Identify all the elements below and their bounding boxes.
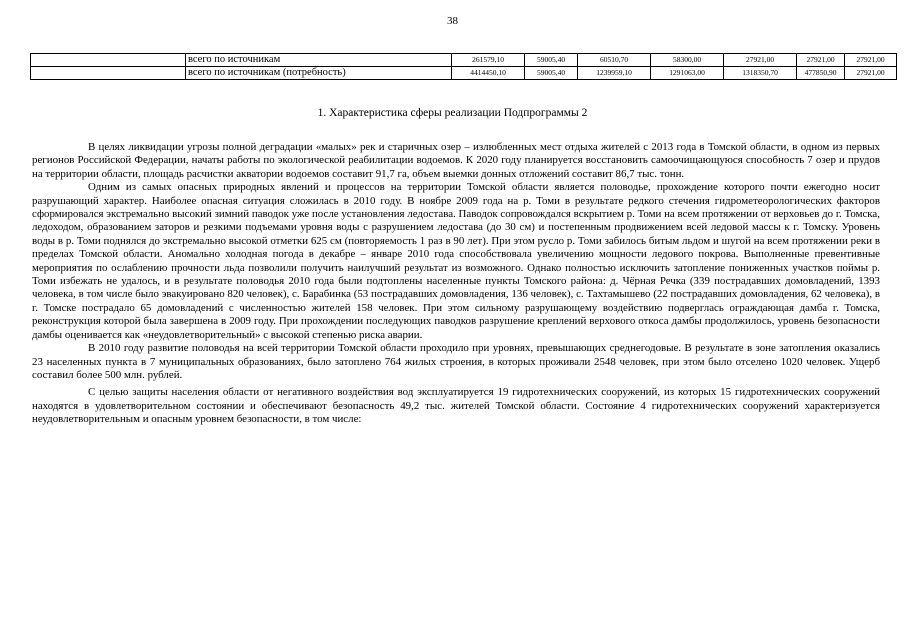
table-cell: 59005,40 <box>525 67 578 80</box>
section-heading: 1. Характеристика сферы реализации Подпрограммы 2 <box>317 107 588 119</box>
paragraph-river-rehabilitation: В целях ликвидации угрозы полной деградации «малых» рек и старичных озер – излюбленных мест отдыха жителей с 2013 года в Томской области, в одном из первых регионов Российской Федерации, начаты работы по экологической реабилитации водоемов. К 2020 году планируется восстановить самоочищающуюся способность 7 озер и прудов на территории области, площадь расчистки акватории водоемов составит 91,7 га, объем выемки донных отложений составит 86,7 тыс. тонн. <box>32 141 880 180</box>
row-label: всего по источникам (потребность) <box>186 67 452 80</box>
table-cell: 1239959,10 <box>578 67 651 80</box>
table-cell-empty <box>31 54 186 67</box>
table-cell: 60510,70 <box>578 54 651 67</box>
table-cell: 27921,00 <box>724 54 797 67</box>
table-cell: 58300,00 <box>651 54 724 67</box>
paragraph-flood-2010: Одним из самых опасных природных явлений и процессов на территории Томской области является половодье, прохождение которого почти ежегодно носит разрушающий характер. Наиболее опасная ситуация сложилась в 2010 году. В ноябре 2009 года на р. Томи в результате редкого стечения гидрометеорологических факторов сформировался экстремально высокий зимний паводок уже после установления ледостава. Паводок сопровождался вскрытием р. Томи на всем протяжении от верховьев до г. Томска, ледоходом, образованием заторов и резкими подъемами уровня воды с разрушением ледостава (до 30 см) и постепенным продвижением всей ледовой массы к г. Томску. Уровень воды в р. Томи поднялся до экстремально высокой отметки 625 см (повторяемость 1 раз в 90 лет). При этом русло р. Томи забилось битым льдом и шугой на всем протяжении реки в пределах Томской области. Аномально холодная погода в декабре – январе 2010 года способствовала увеличению мощности ледового покрова. Выполненные превентивные мероприятия по ослаблению прочности льда позволили получить наилучший результат из возможного. Однако полностью исключить затопление пониженных участков поймы р. Томи избежать не удалось, и в результате половодья 2010 года были подтоплены населенные пункты Томского района: д. Чёрная Речка (339 пострадавших домовладений, 1393 человека, в том числе было эвакуировано 820 человек), с. Барабинка (53 пострадавших домовладения, 136 человек), с. Тахтамышево (22 пострадавших домовладения, 62 человека), в г. Томске пострадало 65 домовладений с численностью жителей 158 человек. При этом сильному разрушающему воздействию подверглась ограждающая дамба г. Томска, реконструкция которой была завершена в 2009 году. При прохождении последующих паводков разрушение креплений верхового откоса дамбы продолжилось, уровень безопасности дамбы оценивается как «неудовлетворительный» с высокой степенью риска аварии. <box>32 181 880 341</box>
table-cell: 1318350,70 <box>724 67 797 80</box>
table-cell: 477850,90 <box>797 67 845 80</box>
table-cell: 261579,10 <box>452 54 525 67</box>
table-row <box>31 54 897 67</box>
table-cell-empty <box>31 67 186 80</box>
table-cell: 59005,40 <box>525 54 578 67</box>
table-cell: 27921,00 <box>845 54 897 67</box>
table-cell: 27921,00 <box>845 67 897 80</box>
paragraph-flood-damage: В 2010 году развитие половодья на всей территории Томской области проходило при уровнях, превышающих среднегодовые. В результате в зоне затопления оказались 23 населенных пункта в 7 муниципальных образованиях, было затоплено 764 жилых строения, в которых проживали 2548 человек, при этом было отселено 1020 человек. Ущерб составил более 500 млн. рублей. <box>32 342 880 381</box>
document-body <box>32 141 880 427</box>
funding-sources-table <box>30 53 897 80</box>
paragraph-hydraulic-structures: С целью защиты населения области от негативного воздействия вод эксплуатируется 19 гидротехнических сооружений, из которых 15 гидротехнических сооружений находятся в удовлетворительном состоянии и обеспечивают безопасность 49,2 тыс. жителей Томской области. Состояние 4 гидротехнических сооружений характеризуется неудовлетворительным и опасным уровнем безопасности, в том числе: <box>32 386 880 426</box>
row-label: всего по источникам <box>186 54 452 67</box>
page-number: 38 <box>447 15 458 27</box>
table-row <box>31 67 897 80</box>
table-cell: 1291063,00 <box>651 67 724 80</box>
table-cell: 4414450,10 <box>452 67 525 80</box>
table-cell: 27921,00 <box>797 54 845 67</box>
